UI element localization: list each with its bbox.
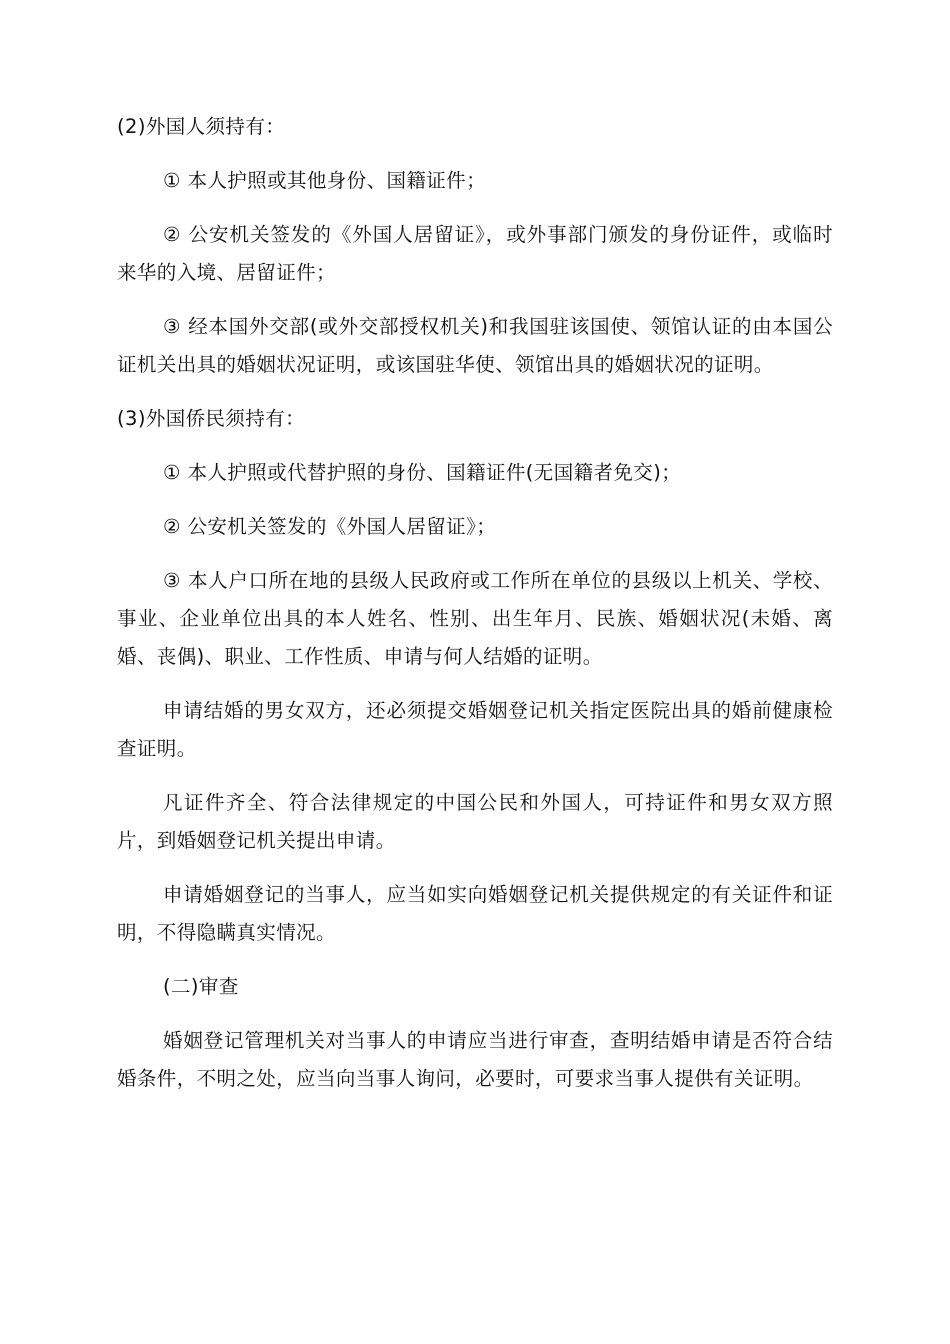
paragraph-expatriate-item-3: ③ 本人户口所在地的县级人民政府或工作所在单位的县级以上机关、学校、事业、企业单位出具的本人姓名、性别、出生年月、民族、婚姻状况(未婚、离婚、丧偶)、职业、工作性质、申请与何人结婚的证明。 — [117, 569, 833, 668]
paragraph-truthful: 申请婚姻登记的当事人，应当如实向婚姻登记机关提供规定的有关证件和证明，不得隐瞒真实情况。 — [117, 883, 833, 944]
document-page — [117, 108, 833, 1098]
paragraph-expatriate-heading: (3)外国侨民须持有： — [117, 407, 306, 430]
paragraph-health-check: 申请结婚的男女双方，还必须提交婚姻登记机关指定医院出具的婚前健康检查证明。 — [117, 699, 833, 760]
paragraph-application: 凡证件齐全、符合法律规定的中国公民和外国人，可持证件和男女双方照片，到婚姻登记机关提出申请。 — [117, 791, 833, 852]
paragraph-foreigner-heading: (2)外国人须持有： — [117, 115, 286, 138]
paragraph-expatriate-item-2: ② 公安机关签发的《外国人居留证》； — [163, 515, 497, 538]
paragraph-foreigner-item-3: ③ 经本国外交部(或外交部授权机关)和我国驻该国使、领馆认证的由本国公证机关出具的婚姻状况证明，或该国驻华使、领馆出具的婚姻状况的证明。 — [117, 315, 833, 376]
paragraph-foreigner-item-2: ② 公安机关签发的《外国人居留证》，或外事部门颁发的身份证件，或临时来华的入境、居留证件； — [117, 223, 833, 284]
paragraph-expatriate-item-1: ① 本人护照或代替护照的身份、国籍证件(无国籍者免交)； — [163, 461, 682, 484]
paragraph-foreigner-item-1: ① 本人护照或其他身份、国籍证件； — [163, 169, 486, 192]
paragraph-review: 婚姻登记管理机关对当事人的申请应当进行审查，查明结婚申请是否符合结婚条件，不明之处，应当向当事人询问，必要时，可要求当事人提供有关证明。 — [117, 1029, 833, 1090]
section-heading-review: (二)审查 — [163, 975, 239, 998]
